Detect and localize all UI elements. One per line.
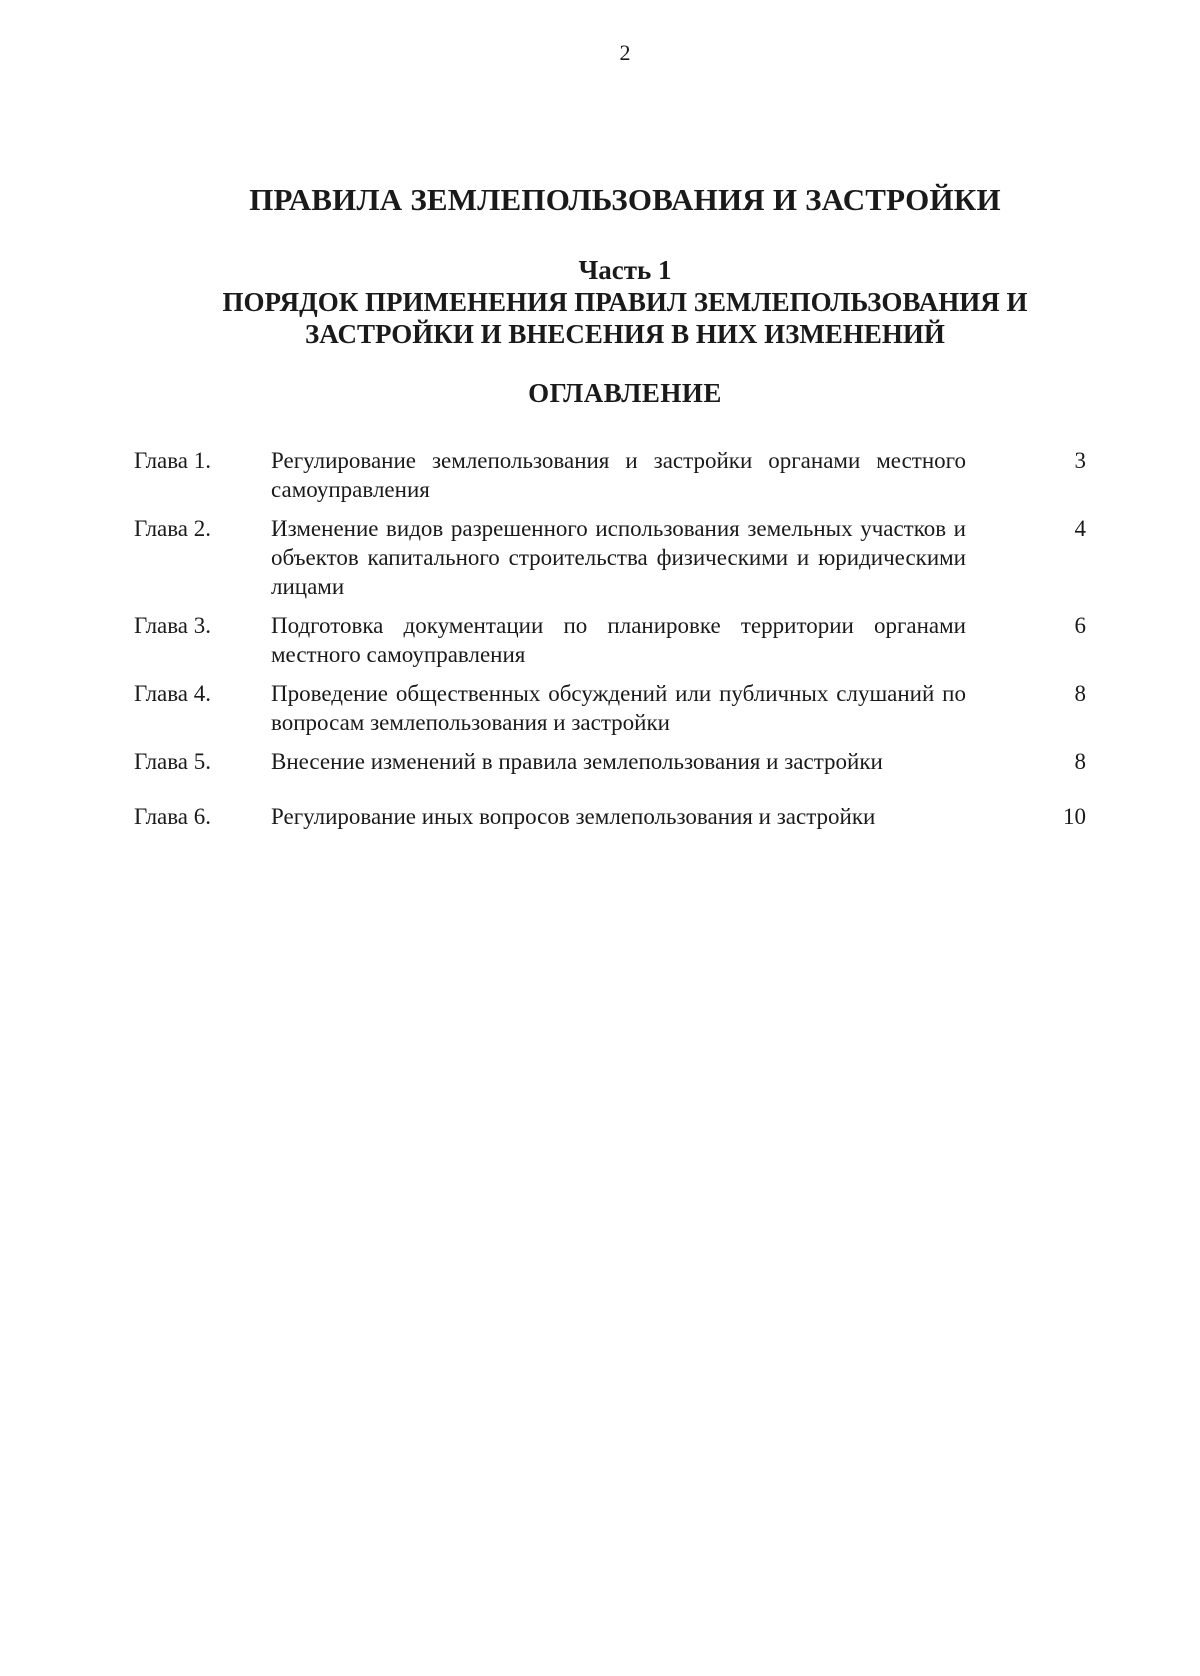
toc-chapter-number: Глава 1. — [134, 448, 212, 473]
toc-page-number: 10 — [1063, 804, 1086, 829]
toc-chapter-title: Внесение изменений в правила землепользования и застройки — [271, 749, 883, 774]
toc-entry — [134, 679, 1094, 737]
toc-chapter-title: Подготовка документации по планировке территории органами местного самоуправления — [271, 613, 966, 667]
part-label: Часть 1 — [578, 255, 672, 285]
toc-chapter-number: Глава 5. — [134, 749, 212, 774]
toc-chapter-title: Изменение видов разрешенного использования земельных участков и объектов капитального строительства физическими и юридическими лицами — [271, 516, 966, 599]
toc-page-number: 8 — [1074, 681, 1086, 706]
page-number: 2 — [619, 40, 631, 65]
part-title-line-2: ЗАСТРОЙКИ И ВНЕСЕНИЯ В НИХ ИЗМЕНЕНИЙ — [305, 319, 945, 349]
part-heading — [0, 254, 1200, 350]
toc-entry — [134, 747, 1094, 776]
document-title: ПРАВИЛА ЗЕМЛЕПОЛЬЗОВАНИЯ И ЗАСТРОЙКИ — [249, 182, 1001, 217]
toc-chapter-number: Глава 4. — [134, 681, 212, 706]
toc-page-number: 8 — [1074, 749, 1086, 774]
toc-entry — [134, 611, 1094, 669]
toc-page-number: 3 — [1074, 448, 1086, 473]
toc-page-number: 6 — [1074, 613, 1086, 638]
toc-page-number: 4 — [1074, 516, 1086, 541]
toc-entry — [134, 446, 1094, 504]
table-of-contents — [134, 446, 1094, 841]
toc-chapter-number: Глава 6. — [134, 804, 212, 829]
part-title-line-1: ПОРЯДОК ПРИМЕНЕНИЯ ПРАВИЛ ЗЕМЛЕПОЛЬЗОВАНИЯ И — [222, 287, 1028, 317]
toc-chapter-number: Глава 3. — [134, 613, 212, 638]
toc-chapter-title: Регулирование землепользования и застройки органами местного самоуправления — [271, 448, 966, 502]
toc-entry — [134, 802, 1094, 831]
toc-chapter-title: Проведение общественных обсуждений или публичных слушаний по вопросам землепользования и застройки — [271, 681, 966, 735]
toc-entry — [134, 514, 1094, 601]
toc-title: ОГЛАВЛЕНИЕ — [528, 378, 722, 408]
toc-chapter-title: Регулирование иных вопросов землепользования и застройки — [271, 804, 876, 829]
toc-chapter-number: Глава 2. — [134, 516, 212, 541]
